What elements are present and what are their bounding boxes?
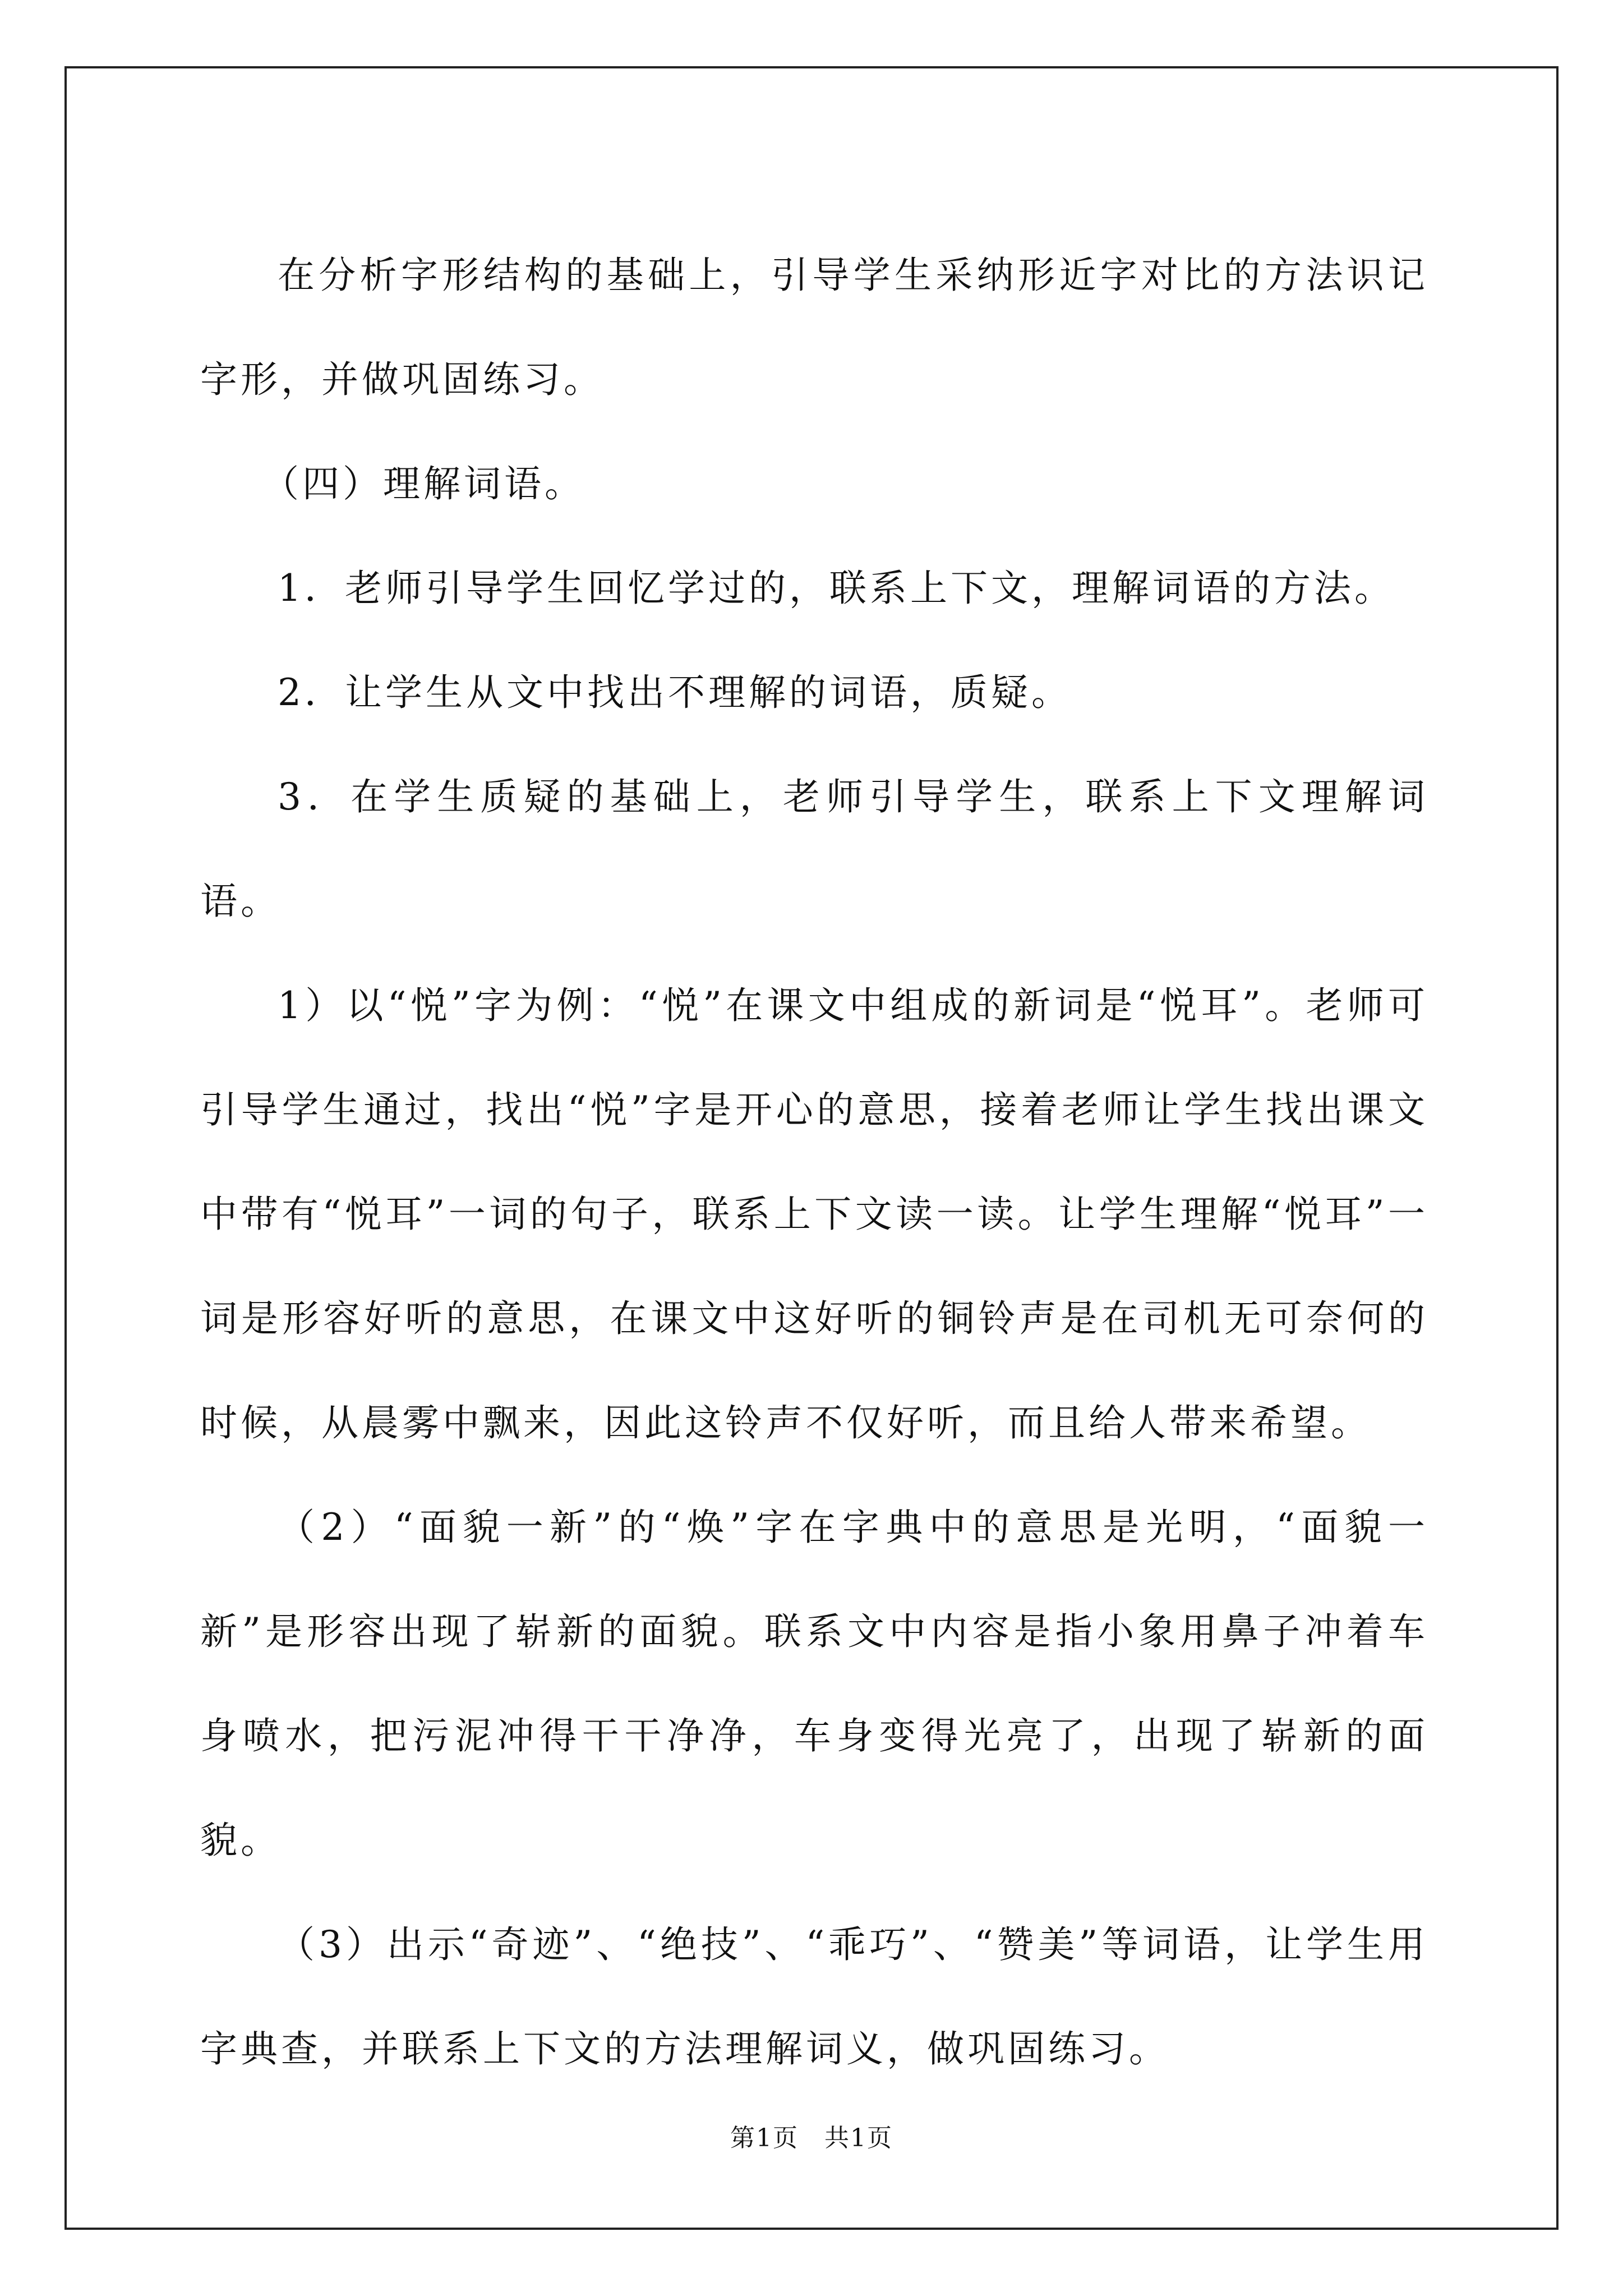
paragraph-example-words: （3）出示“奇迹”、“绝技”、“乖巧”、“赞美”等词语，让学生用字典查，并联系上下文的方法理解词义，做巩固练习。 bbox=[200, 1923, 1428, 2070]
paragraph-step-1: 1．老师引导学生回忆学过的，联系上下文，理解词语的方法。 bbox=[278, 567, 1395, 610]
document-body bbox=[200, 223, 1428, 2101]
paragraph-step-3: 3．在学生质疑的基础上，老师引导学生，联系上下文理解词语。 bbox=[200, 775, 1428, 923]
page-number-footer: 第1页 共1页 bbox=[730, 2124, 893, 2152]
section-heading-understand-words: （四）理解词语。 bbox=[262, 462, 585, 505]
paragraph-step-2: 2．让学生从文中找出不理解的词语，质疑。 bbox=[278, 671, 1072, 714]
paragraph-glyph-comparison: 在分析字形结构的基础上，引导学生采纳形近字对比的方法识记字形，并做巩固练习。 bbox=[200, 254, 1428, 401]
paragraph-example-yue: 1）以“悦”字为例：“悦”在课文中组成的新词是“悦耳”。老师可引导学生通过，找出“悦”字是开心的意思，接着老师让学生找出课文中带有“悦耳”一词的句子，联系上下文读一读。让学生理解“悦耳”一词是形容好听的意思，在课文中这好听的铜铃声是在司机无可奈何的时候，从晨雾中飘来，因此这铃声不仅好听，而且给人带来希望。 bbox=[200, 984, 1428, 1444]
paragraph-example-mianmao: （2）“面貌一新”的“焕”字在字典中的意思是光明，“面貌一新”是形容出现了崭新的面貌。联系文中内容是指小象用鼻子冲着车身喷水，把污泥冲得干干净净，车身变得光亮了，出现了崭新的面貌。 bbox=[200, 1506, 1428, 1862]
